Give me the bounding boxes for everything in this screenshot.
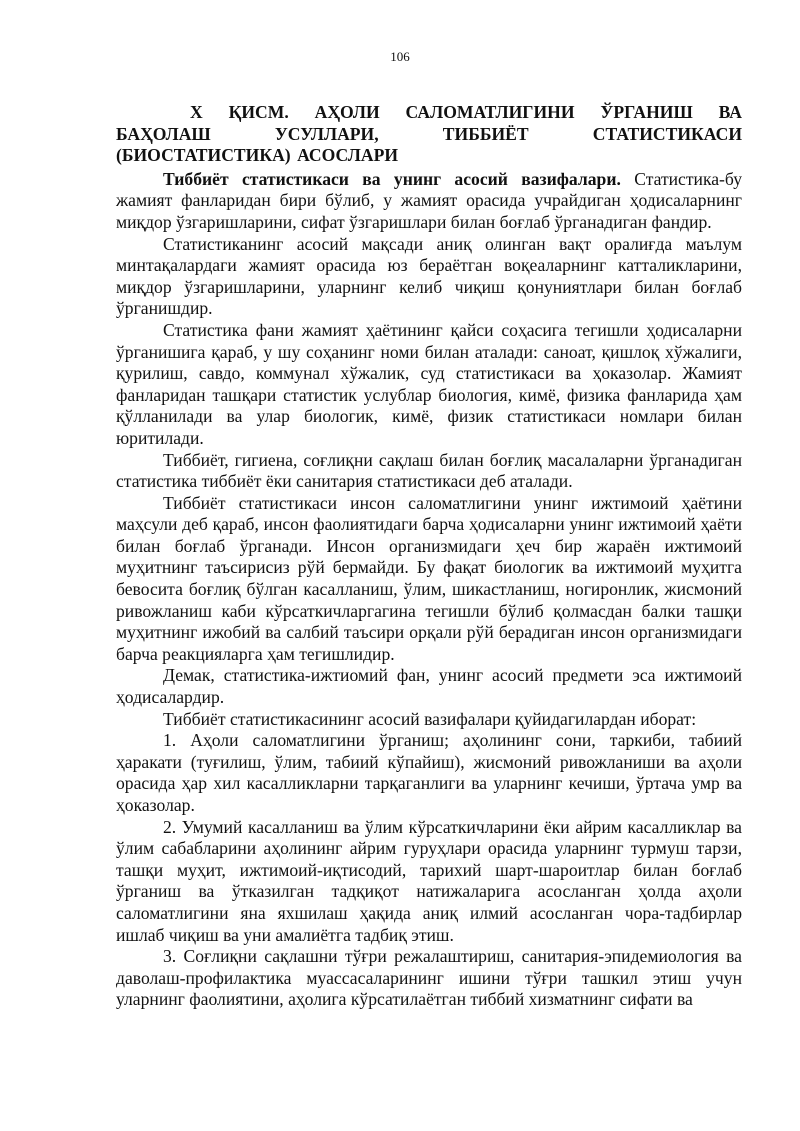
- paragraph: Статистика фани жамият ҳаётининг қайси соҳасига тегишли ҳодисаларни ўрганишига қараб, у шу соҳанинг номи билан аталади: саноат, қишлоқ хўжалиги, қурилиш, савдо, коммунал хўжалик, суд статистикаси ва ҳоказолар. Жамият фанларидан ташқари статистик услублар биология, кимё, физика фанларида ҳам қўлланилади ва улар биологик, кимё, физик статистикаси номлари билан юритилади.: [116, 319, 742, 448]
- list-item: 3. Соғлиқни сақлашни тўғри режалаштириш, санитария-эпидемиология ва даволаш-профилактика муассасаларининг ишини тўғри ташкил этиш учун уларнинг фаолиятини, аҳолига кўрсатилаётган тиббий хизматнинг сифати ва: [116, 946, 742, 1010]
- paragraph-intro-text: Статистика-бу жамият фанларидан бири бўлиб, у жамият орасида учрайдиган ҳодисаларнинг миқдор ўзгаришларини, сифат ўзгаришлари билан боғлаб ўрганадиган фандир.: [116, 168, 742, 232]
- section-title: Тиббиёт статистикаси ва унинг асосий вазифалари.: [163, 168, 621, 189]
- paragraph-intro: [116, 169, 742, 234]
- page-number: 106: [390, 49, 410, 64]
- list-item: 2. Умумий касалланиш ва ўлим кўрсаткичларини ёки айрим касалликлар ва ўлим сабабларини аҳолининг айрим гуруҳлари орасида уларнинг турмуш тарзи, ташқи муҳит, ижтимоий-иқтисодий, тарихий шарт-шароитлар билан боғлаб ўрганиш ва ўтказилган тадқиқот натижаларига асосланган ҳолда аҳоли саломатлигини яна яхшилаш ҳақида аниқ илмий асосланган чора-тадбирлар ишлаб чиқиш ва уни амалиётга тадбиқ этиш.: [116, 816, 742, 945]
- chapter-heading: X ҚИСМ. АҲОЛИ САЛОМАТЛИГИНИ ЎРГАНИШ ВА БАҲОЛАШ УСУЛЛАРИ, ТИББИЁТ СТАТИСТИКАСИ (БИОСТАТИСТИКА) АСОСЛАРИ: [116, 102, 742, 166]
- paragraph: Тиббиёт статистикаси инсон саломатлигини унинг ижтимоий ҳаётини маҳсули деб қараб, инсон фаолиятидаги барча ҳодисаларни унинг ижтимоий ҳаёти билан боғлаб ўрганади. Инсон организмидаги ҳеч бир жараён ижтимоий муҳитнинг таъсирисиз рўй бермайди. Бу фақат биологик ва ижтимоий муҳитга бевосита боғлиқ бўлган касалланиш, ўлим, шикастланиш, ногиронлик, жисмоний ривожланиш каби кўрсаткичларгагина тегишли бўлиб қолмасдан балки ташқи муҳитнинг ижобий ва салбий таъсири орқали рўй берадиган инсон организмидаги барча реакцияларга ҳам тегишлидир.: [116, 492, 742, 664]
- paragraph: Тиббиёт статистикасининг асосий вазифалари қуйидагилардан иборат:: [163, 708, 697, 729]
- paragraph: Статистиканинг асосий мақсади аниқ олинган вақт оралиғда маълум минтақалардаги жамият орасида юз бераётган воқеаларнинг катталикларини, миқдор ўзгаришларини, уларнинг келиб чиқиш қонуниятлари билан боғлаб ўрганишдир.: [116, 233, 742, 319]
- document-body: [116, 102, 742, 1011]
- paragraph: Демак, статистика-ижтиомий фан, унинг асосий предмети эса ижтимоий ҳодисалардир.: [116, 665, 742, 708]
- paragraph: Тиббиёт, гигиена, соғлиқни сақлаш билан боғлиқ масалаларни ўрганадиган статистика тиббиёт ёки санитария статистикаси деб аталади.: [116, 449, 742, 492]
- list-item: 1. Аҳоли саломатлигини ўрганиш; аҳолининг сони, таркиби, табиий ҳаракати (туғилиш, ўлим, табиий кўпайиш), жисмоний ривожланиши ва аҳоли орасида ҳар хил касалликларни тарқаганлиги ва уларнинг кечиши, ўртача умр ва ҳоказолар.: [116, 730, 742, 815]
